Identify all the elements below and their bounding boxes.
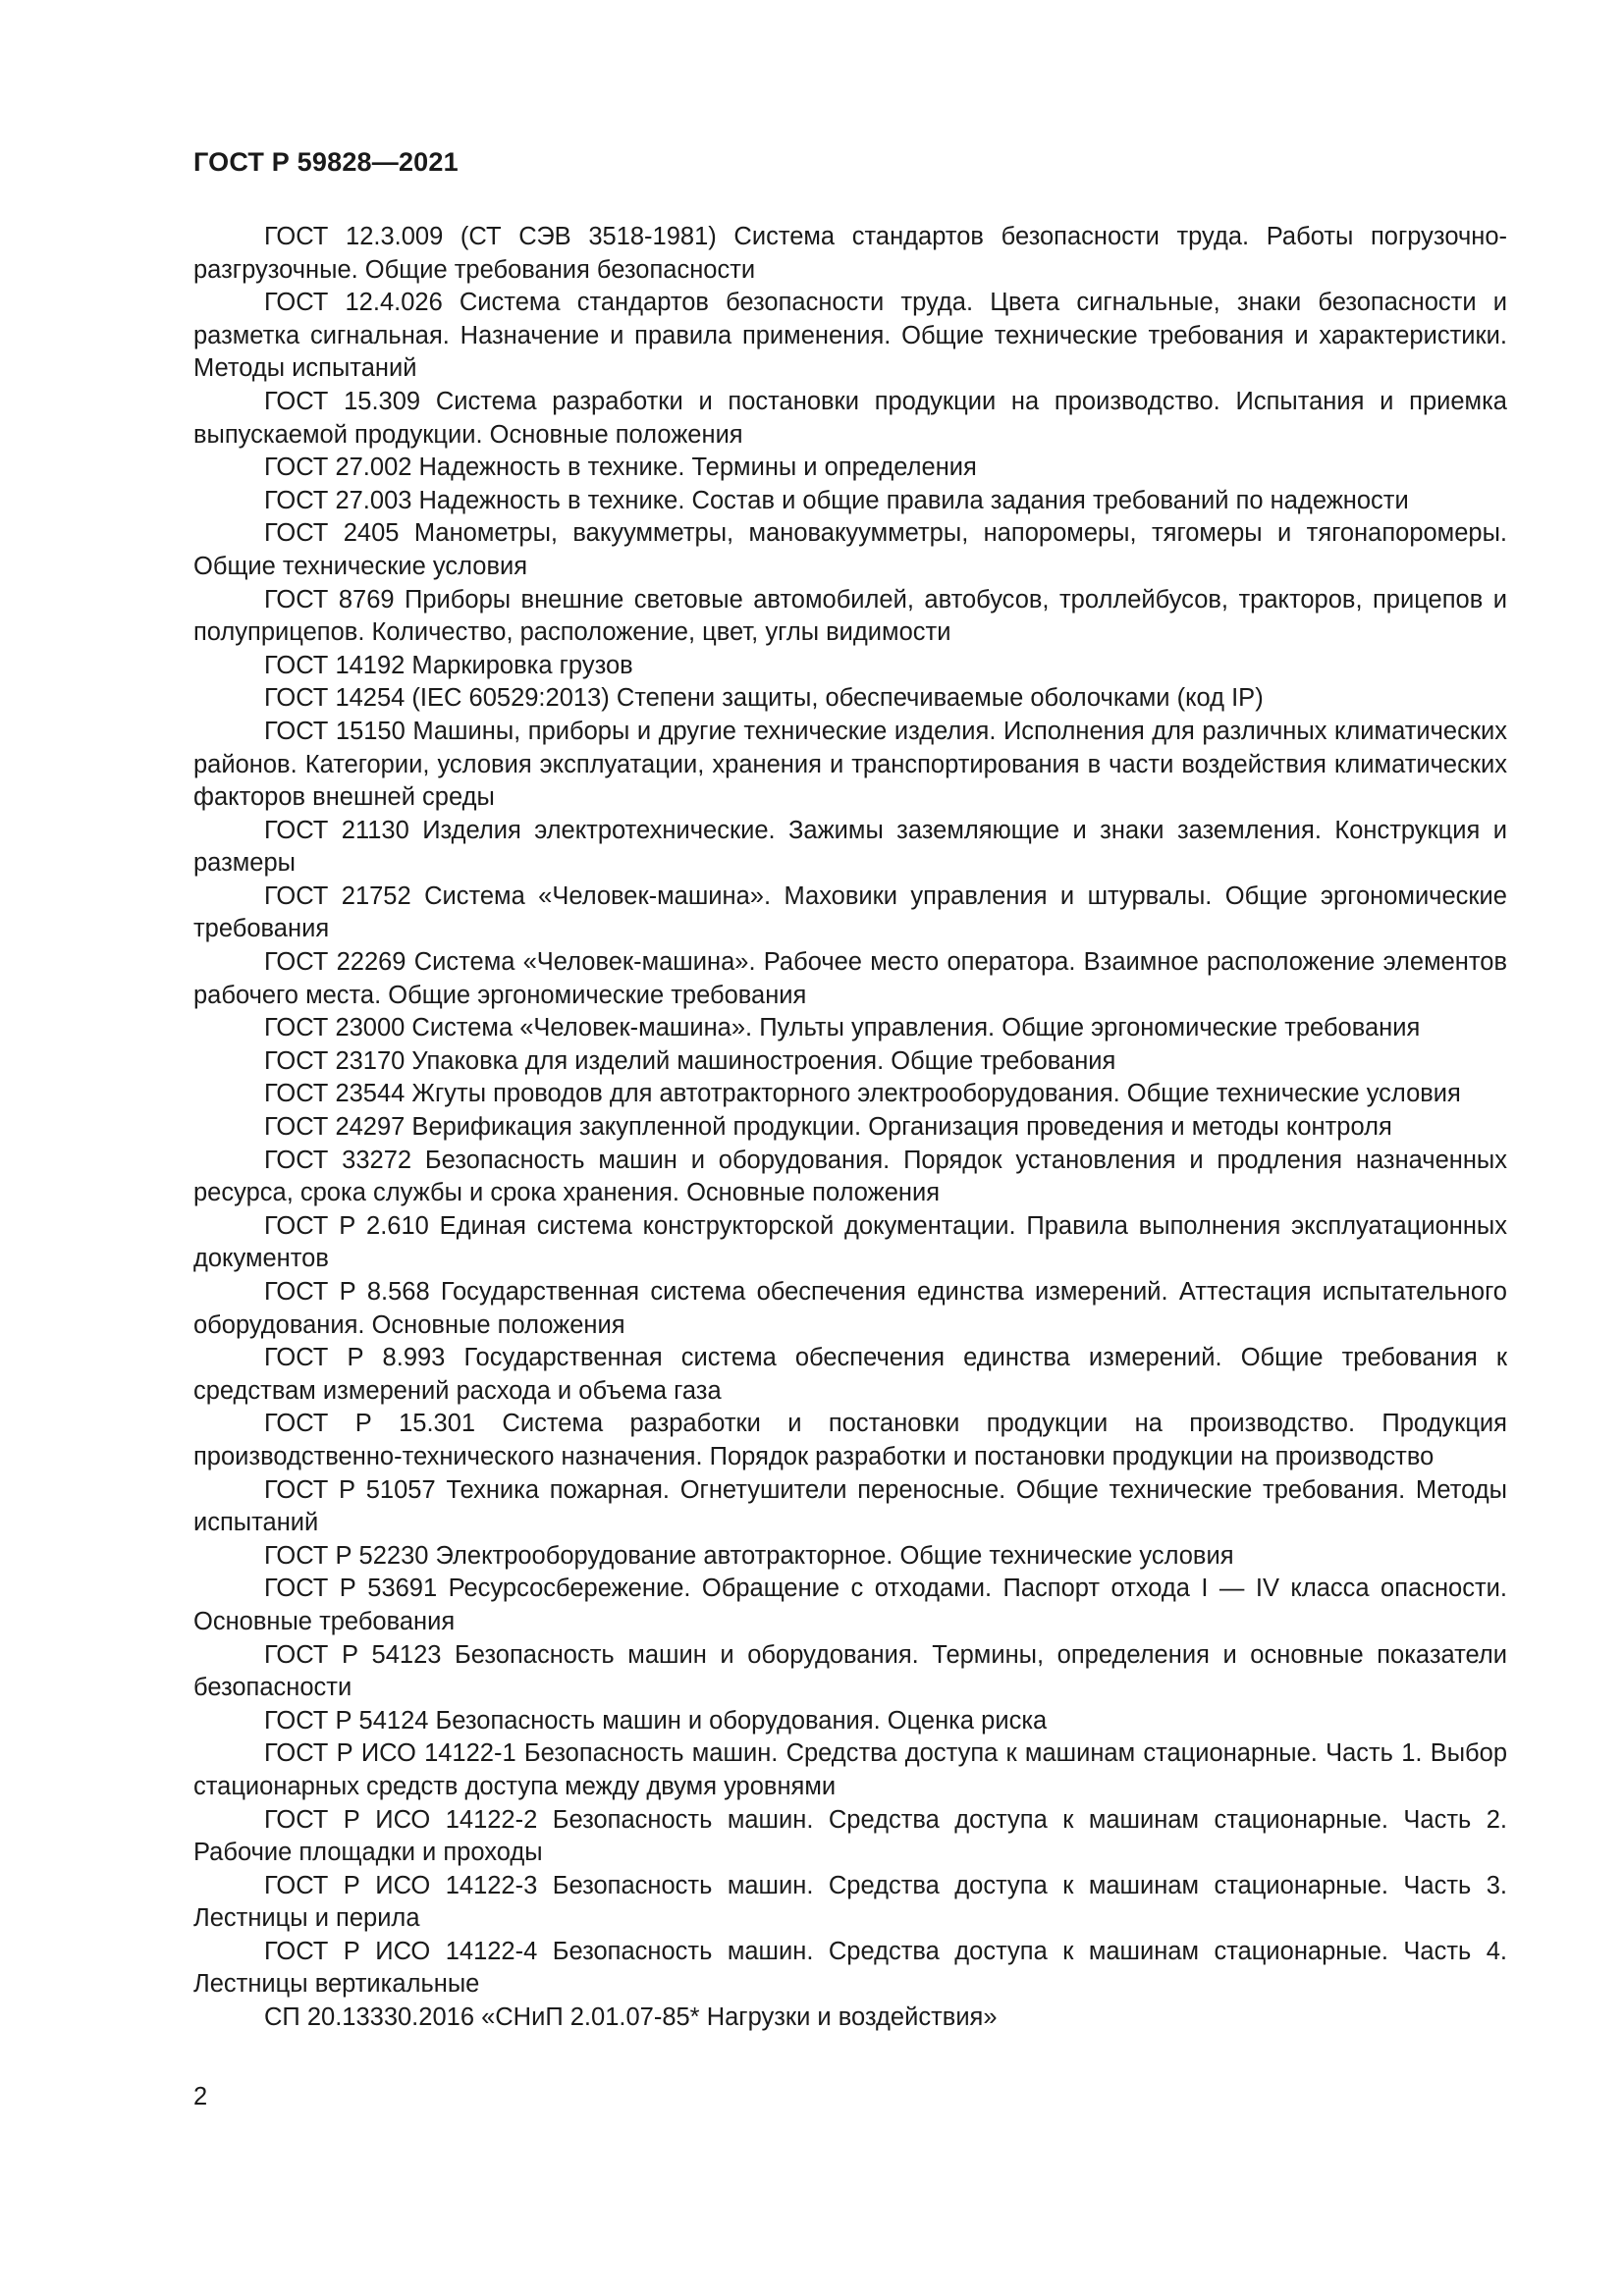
reference-item: ГОСТ 14254 (IEC 60529:2013) Степени защиты, обеспечиваемые оболочками (код IP): [264, 684, 1264, 713]
reference-item: ГОСТ 15150 Машины, приборы и другие технические изделия. Исполнения для различных климатических районов. Категории, условия эксплуатации, хранения и транспортирования в части воздействия климатических факторов внешней среды: [193, 717, 1507, 812]
reference-item: ГОСТ 12.4.026 Система стандартов безопасности труда. Цвета сигнальные, знаки безопасности и разметка сигнальная. Назначение и правила применения. Общие технические требования и характеристики. Методы испытаний: [193, 289, 1507, 383]
page-number: 2: [193, 2083, 208, 2110]
reference-item: ГОСТ Р ИСО 14122-3 Безопасность машин. Средства доступа к машинам стационарные. Часть 3. Лестницы и перила: [193, 1871, 1507, 1933]
reference-item: ГОСТ 33272 Безопасность машин и оборудования. Порядок установления и продления назначенных ресурса, срока службы и срока хранения. Основные положения: [193, 1146, 1507, 1207]
reference-item: ГОСТ 8769 Приборы внешние световые автомобилей, автобусов, троллейбусов, тракторов, прицепов и полуприцепов. Количество, расположение, цвет, углы видимости: [193, 585, 1507, 647]
reference-item: ГОСТ Р 8.568 Государственная система обеспечения единства измерений. Аттестация испытательного оборудования. Основные положения: [193, 1278, 1507, 1339]
reference-item: ГОСТ Р ИСО 14122-1 Безопасность машин. Средства доступа к машинам стационарные. Часть 1. Выбор стационарных средств доступа между двумя уровнями: [193, 1739, 1507, 1800]
reference-item: ГОСТ Р ИСО 14122-2 Безопасность машин. Средства доступа к машинам стационарные. Часть 2. Рабочие площадки и проходы: [193, 1805, 1507, 1867]
reference-item: ГОСТ 27.003 Надежность в технике. Состав и общие правила задания требований по надежности: [264, 486, 1409, 514]
reference-item: ГОСТ 12.3.009 (СТ СЭВ 3518-1981) Система стандартов безопасности труда. Работы погрузочно-разгрузочные. Общие требования безопасности: [193, 223, 1507, 284]
reference-item: ГОСТ 15.309 Система разработки и постановки продукции на производство. Испытания и приемка выпускаемой продукции. Основные положения: [193, 387, 1507, 449]
reference-item: ГОСТ Р 8.993 Государственная система обеспечения единства измерений. Общие требования к средствам измерений расхода и объема газа: [193, 1344, 1507, 1405]
normative-references-list: [193, 221, 1507, 2035]
reference-item: ГОСТ 23544 Жгуты проводов для автотракторного электрооборудования. Общие технические условия: [264, 1080, 1461, 1108]
reference-item: ГОСТ 21752 Система «Человек-машина». Маховики управления и штурвалы. Общие эргономические требования: [193, 881, 1507, 943]
reference-item: ГОСТ 21130 Изделия электротехнические. Зажимы заземляющие и знаки заземления. Конструкция и размеры: [193, 816, 1507, 878]
reference-item: ГОСТ 23000 Система «Человек-машина». Пульты управления. Общие эргономические требования: [264, 1014, 1421, 1042]
reference-item: ГОСТ Р 52230 Электрооборудование автотракторное. Общие технические условия: [264, 1541, 1234, 1570]
reference-item: ГОСТ 2405 Манометры, вакуумметры, мановакуумметры, напоромеры, тягомеры и тягонапоромеры. Общие технические условия: [193, 519, 1507, 580]
reference-item: ГОСТ Р 15.301 Система разработки и постановки продукции на производство. Продукция производственно-технического назначения. Порядок разработки и постановки продукции на производство: [193, 1410, 1507, 1470]
document-header: ГОСТ Р 59828—2021: [193, 147, 459, 177]
reference-item: ГОСТ 22269 Система «Человек-машина». Рабочее место оператора. Взаимное расположение элементов рабочего места. Общие эргономические требования: [193, 948, 1507, 1009]
reference-item: ГОСТ Р ИСО 14122-4 Безопасность машин. Средства доступа к машинам стационарные. Часть 4. Лестницы вертикальные: [193, 1937, 1507, 1999]
reference-item: ГОСТ Р 54123 Безопасность машин и оборудования. Термины, определения и основные показатели безопасности: [193, 1640, 1507, 1702]
reference-item: ГОСТ Р 54124 Безопасность машин и оборудования. Оценка риска: [264, 1706, 1048, 1735]
reference-item: ГОСТ 27.002 Надежность в технике. Термины и определения: [264, 454, 977, 482]
reference-item: ГОСТ Р 53691 Ресурсосбережение. Обращение с отходами. Паспорт отхода I — IV класса опасности. Основные требования: [193, 1575, 1507, 1635]
reference-item: ГОСТ Р 2.610 Единая система конструкторской документации. Правила выполнения эксплуатационных документов: [193, 1211, 1507, 1273]
reference-item: ГОСТ Р 51057 Техника пожарная. Огнетушители переносные. Общие технические требования. Методы испытаний: [193, 1475, 1507, 1537]
reference-item: ГОСТ 14192 Маркировка грузов: [264, 651, 633, 679]
reference-item: СП 20.13330.2016 «СНиП 2.01.07-85* Нагрузки и воздействия»: [264, 2003, 998, 2032]
reference-item: ГОСТ 23170 Упаковка для изделий машиностроения. Общие требования: [264, 1046, 1116, 1075]
reference-item: ГОСТ 24297 Верификация закупленной продукции. Организация проведения и методы контроля: [264, 1113, 1392, 1142]
